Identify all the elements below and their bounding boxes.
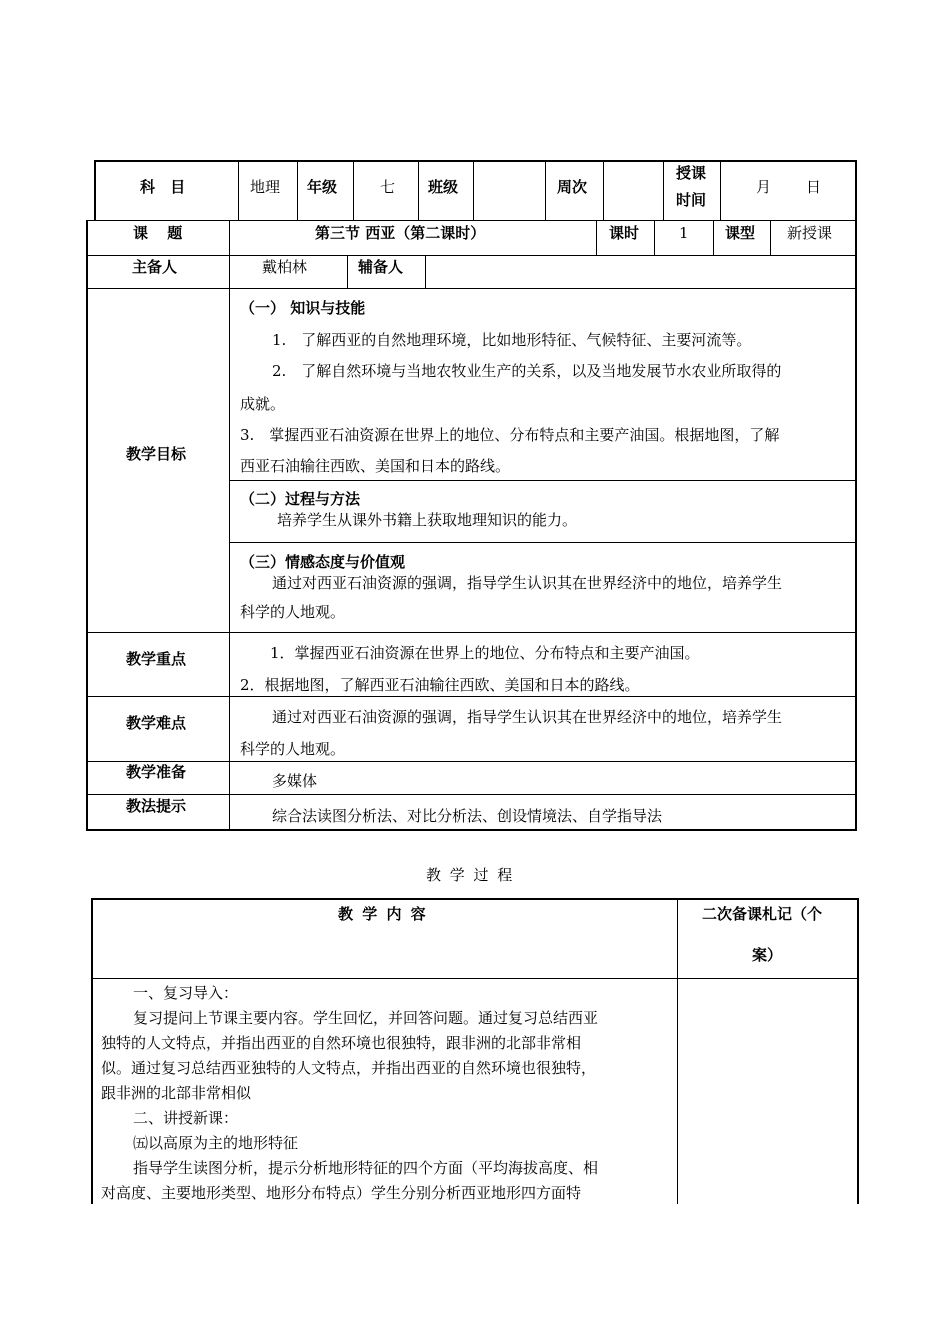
hours-label: 课时 (609, 224, 640, 242)
grade-value: 七 (380, 178, 396, 196)
type-value: 新授课 (787, 224, 833, 242)
objectives-sec3-text-a: 通过对西亚石油资源的强调，指导学生认识其在世界经济中的地位，培养学生 (272, 574, 783, 592)
day: 日 (806, 178, 822, 196)
methods-label: 教法提示 (126, 797, 187, 815)
objectives-sec1-item2a: 2. 了解自然环境与当地农牧业生产的关系，以及当地发展节水农业所取得的 (272, 362, 782, 380)
subject-label: 科 目 (140, 178, 186, 196)
class-label: 班级 (428, 178, 459, 196)
objectives-label: 教学目标 (126, 445, 187, 463)
topic-value: 第三节 西亚（第二课时） (315, 224, 486, 242)
process-col1-header: 教 学 内 容 (338, 905, 426, 923)
process-content-line: 复习提问上节课主要内容。学生回忆，并回答问题。通过复习总结西亚 (133, 1009, 599, 1027)
preparation-label: 教学准备 (126, 763, 187, 781)
process-col2-header-b: 案） (752, 946, 783, 964)
process-col2-header-a: 二次备课札记（个 (702, 905, 823, 923)
month: 月 (756, 178, 772, 196)
process-content-line: 似。通过复习总结西亚独特的人文特点，并指出西亚的自然环境也很独特， (101, 1059, 597, 1077)
topic-label: 课 题 (133, 224, 183, 242)
objectives-sec3-title: （三）情感态度与价值观 (240, 553, 406, 571)
teach-time-label-1: 授课 (676, 164, 707, 182)
type-label: 课型 (725, 224, 756, 242)
assist-preparer-label: 辅备人 (358, 258, 404, 276)
objectives-sec1-item3b: 西亚石油输往西欧、美国和日本的路线。 (240, 457, 511, 475)
methods-value: 综合法读图分析法、对比分析法、创设情境法、自学指导法 (272, 807, 663, 825)
process-content-line: 一、复习导入： (133, 984, 239, 1002)
process-content-line: 对高度、主要地形类型、地形分布特点）学生分别分析西亚地形四方面特 (101, 1184, 582, 1202)
difficulties-line1: 通过对西亚石油资源的强调，指导学生认识其在世界经济中的地位，培养学生 (272, 708, 783, 726)
process-content-line: 独特的人文特点，并指出西亚的自然环境也很独特，跟非洲的北部非常相 (101, 1034, 582, 1052)
process-title: 教 学 过 程 (426, 866, 514, 884)
objectives-sec3-text-b: 科学的人地观。 (240, 603, 346, 621)
main-preparer-label: 主备人 (132, 258, 178, 276)
teach-time-label-2: 时间 (676, 191, 707, 209)
key-points-line2: 2．根据地图，了解西亚石油输往西欧、美国和日本的路线。 (240, 676, 640, 694)
preparation-value: 多媒体 (272, 772, 318, 790)
process-content-line: 指导学生读图分析，提示分析地形特征的四个方面（平均海拔高度、相 (133, 1159, 599, 1177)
process-content-line: 二、讲授新课： (133, 1109, 239, 1127)
objectives-sec2-title: （二）过程与方法 (240, 490, 361, 508)
objectives-sec1-item2b: 成就。 (240, 395, 286, 413)
difficulties-label: 教学难点 (126, 714, 187, 732)
objectives-sec2-text: 培养学生从课外书籍上获取地理知识的能力。 (277, 511, 578, 529)
difficulties-line2: 科学的人地观。 (240, 740, 346, 758)
main-preparer-value: 戴柏林 (262, 258, 308, 276)
grade-label: 年级 (307, 178, 338, 196)
key-points-label: 教学重点 (126, 650, 187, 668)
objectives-sec1-item3a: 3. 掌握西亚石油资源在世界上的地位、分布特点和主要产油国。根据地图，了解 (240, 426, 780, 444)
key-points-line1: 1．掌握西亚石油资源在世界上的地位、分布特点和主要产油国。 (270, 644, 700, 662)
process-content-line: 跟非洲的北部非常相似 (101, 1084, 252, 1102)
process-content-line: ㈤以高原为主的地形特征 (133, 1134, 299, 1152)
week-label: 周次 (557, 178, 588, 196)
objectives-sec1-title: （一） 知识与技能 (240, 299, 366, 317)
objectives-sec1-item1: 1. 了解西亚的自然地理环境，比如地形特征、气候特征、主要河流等。 (272, 331, 752, 349)
hours-value: 1 (679, 224, 689, 242)
subject-value: 地理 (250, 178, 281, 196)
